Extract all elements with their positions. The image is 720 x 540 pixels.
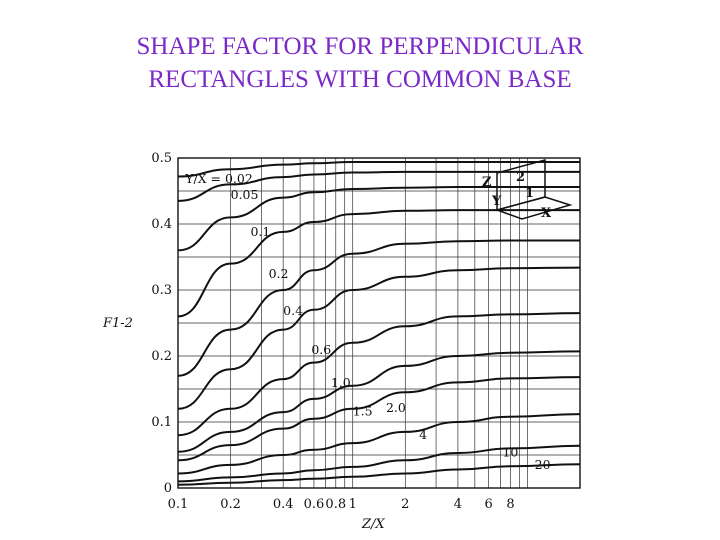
x-tick-label: 0.1 [167,497,189,512]
chart-title-line-2: RECTANGLES WITH COMMON BASE [148,66,572,93]
curve-label: Y/X = 0.02 [185,171,253,187]
inset-label-y: Y [492,194,502,209]
y-tick-label: 0.3 [151,283,172,298]
x-tick-label: 8 [506,497,515,512]
y-axis-label: F1-2 [103,316,133,331]
inset-label-x: X [541,206,552,221]
curve-label: 0.2 [268,266,289,282]
curve-label: 0.05 [230,186,259,202]
inset-label-rect1: 1 [525,186,535,201]
y-tick-label-group [151,151,172,496]
inset-label-rect2: 2 [516,170,526,185]
curve-label: 20 [534,456,551,472]
x-tick-label: 2 [401,497,410,512]
geometry-inset [482,160,570,221]
y-tick-label: 0.2 [151,349,172,364]
curve-label: 4 [419,427,428,443]
x-tick-label: 4 [453,497,463,512]
curve-label: 1.5 [352,403,373,419]
x-tick-label: 0.4 [272,497,294,512]
y-tick-label: 0.4 [151,217,172,232]
inset-rectangle-2 [497,160,545,210]
curve-label: 10 [502,444,519,460]
chart-title-line-1: SHAPE FACTOR FOR PERPENDICULAR [136,33,584,60]
curve-label: 0.1 [250,223,271,239]
x-tick-label-group [168,497,515,512]
x-tick-label: 1 [348,497,357,512]
inset-label-z: Z [482,175,492,190]
y-tick-label: 0 [163,481,172,496]
x-tick-label: 0.6 [303,497,325,512]
x-tick-label: 0.8 [325,497,347,512]
x-tick-label: 6 [484,497,493,512]
curve-label: 2.0 [385,400,406,416]
curve-label: 0.4 [283,303,304,319]
x-tick-label: 0.2 [220,497,241,512]
x-axis-label: Z/X [362,517,385,532]
curve-label: 0.6 [311,342,332,358]
y-tick-label: 0.1 [151,415,172,430]
y-tick-label: 0.5 [151,151,172,166]
curve-label: 1.0 [330,375,351,391]
